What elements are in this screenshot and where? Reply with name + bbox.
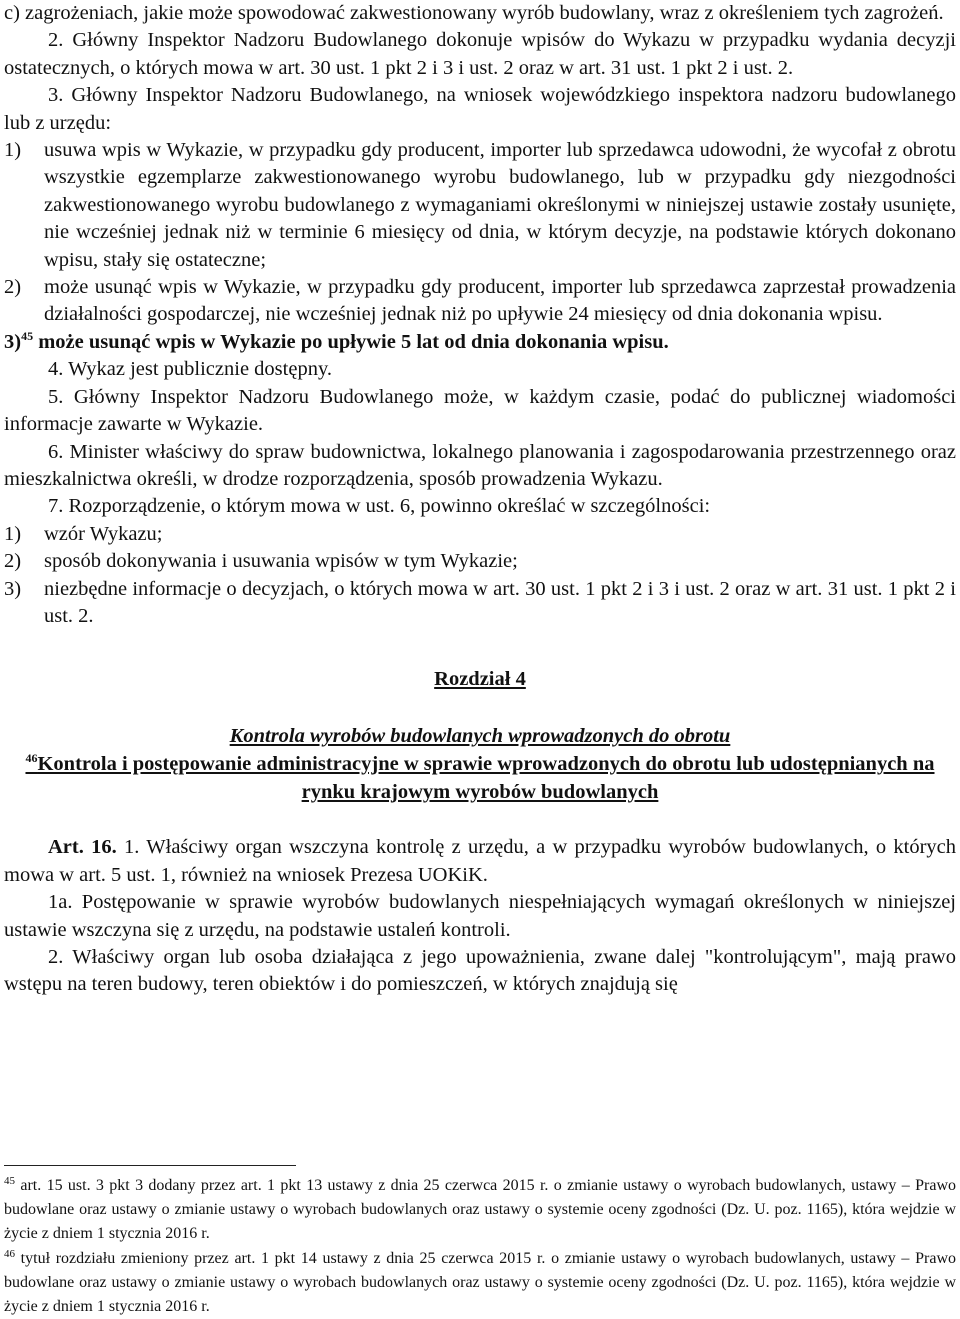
paragraph-6: 6. Minister właściwy do spraw budownictwa, lokalnego planowania i zagospodarowania przestrzennego oraz mieszkalnictwa określi, w drodze rozporządzenia, sposób prowadzenia Wykazu.	[4, 440, 956, 490]
article-label: Art. 16.	[48, 836, 117, 859]
list-item-text: sposób dokonywania i usuwania wpisów w tym Wykazie;	[44, 550, 518, 573]
list-item-number: 1)	[4, 139, 22, 162]
amended-item-text: może usunąć wpis w Wykazie po upływie 5 lat od dnia dokonania wpisu.	[33, 330, 669, 353]
amended-item-3	[4, 329, 956, 356]
list-item-text: niezbędne informacje o decyzjach, o których mowa w art. 30 ust. 1 pkt 2 i 3 i ust. 2 oraz w art. 31 ust. 1 pkt 2 i ust. 2.	[44, 577, 956, 627]
article-paragraph-text: 1. Właściwy organ wszczyna kontrolę z urzędu, a w przypadku wyrobów budowlanych, o których mowa w art. 5 ust. 1, również na wniosek Prezesa UOKiK.	[4, 836, 956, 886]
footnote-text: tytuł rozdziału zmieniony przez art. 1 pkt 14 ustawy z dnia 25 czerwca 2015 r. o zmianie ustawy o wyrobach budowlanych, ustawy – Prawo budowlane oraz ustawy o zmianie ustawy o wyrobach budowlanych oraz ustawy o systemie oceny zgodności (Dz. U. poz. 1165), która wejdzie w życie z dniem 1 stycznia 2016 r.	[4, 1249, 956, 1316]
paragraph-7: 7. Rozporządzenie, o którym mowa w ust. 6, powinno określać w szczególności:	[48, 495, 711, 518]
article-16-paragraph-2: 2. Właściwy organ lub osoba działająca z jego upoważnienia, zwane dalej "kontrolującym", mają prawo wstępu na teren budowy, teren obiektów i do pomieszczeń, w których znajdują się	[4, 945, 956, 996]
footnote-ref-46[interactable]: 46	[25, 751, 38, 766]
footnote-number: 46	[4, 1247, 15, 1260]
list-item	[4, 576, 956, 631]
paragraph-3: 3. Główny Inspektor Nadzoru Budowlanego, na wniosek wojewódzkiego inspektora nadzoru budowlanego lub z urzędu:	[4, 84, 956, 134]
list-item-text: usuwa wpis w Wykazie, w przypadku gdy producent, importer lub sprzedawca udowodni, że wycofał z obrotu wszystkie egzemplarze zakwestionowanego wyrobu budowlanego, lub w przypadku gdy niezgodności zakwestionowanego wyrobu budowlanego z wymaganiami określonymi w niniejszej ustawie zostały usunięte, nie wcześniej jednak niż w terminie 6 miesięcy od dnia, w którym decyzje, na podstawie których dokonano wpisu, stały się ostateczne;	[44, 139, 956, 271]
list-item-number: 2)	[4, 550, 22, 573]
footnote-number: 45	[4, 1175, 15, 1187]
amended-item-number: 3)	[4, 330, 22, 353]
footnote-45	[4, 1174, 956, 1247]
chapter-title: Rozdział 4	[434, 668, 526, 691]
list-item-text: może usunąć wpis w Wykazie, w przypadku gdy producent, importer lub sprzedawca zaprzestał prowadzenia działalności gospodarczej, nie wcześniej jednak niż po upływie 24 miesięcy od dnia dokonania wpisu.	[44, 276, 956, 326]
footnotes	[4, 1174, 956, 1319]
footnote-text: art. 15 ust. 3 pkt 3 dodany przez art. 1 pkt 13 ustawy z dnia 25 czerwca 2015 r. o zmianie ustawy o wyrobach budowlanych, ustawy – Prawo budowlane oraz ustawy o zmianie ustawy o wyrobach budowlanych oraz ustawy o systemie oceny zgodności (Dz. U. poz. 1165), która wejdzie w życie z dniem 1 stycznia 2016 r.	[4, 1177, 956, 1243]
chapter-subtitle-amended-text: Kontrola i postępowanie administracyjne w sprawie wprowadzonych do obrotu lub udostępnianych na rynku krajowym wyrobów budowlanych	[37, 753, 935, 804]
paragraph-2: 2. Główny Inspektor Nadzoru Budowlanego dokonuje wpisów do Wykazu w przypadku wydania decyzji ostatecznych, o których mowa w art. 30 ust. 1 pkt 2 i 3 i ust. 2 oraz w art. 31 ust. 1 pkt 2 i ust. 2.	[4, 29, 956, 79]
footnote-ref-45[interactable]: 45	[21, 328, 34, 343]
list-item	[4, 548, 956, 575]
list-item	[4, 521, 956, 548]
article-16-paragraph-1a: 1a. Postępowanie w sprawie wyrobów budowlanych niespełniających wymagań określonych w niniejszej ustawie wszczyna się z urzędu, na podstawie ustaleń kontroli.	[4, 891, 956, 941]
list-item-text: wzór Wykazu;	[44, 522, 163, 545]
chapter-subtitle: Kontrola wyrobów budowlanych wprowadzonych do obrotu	[229, 725, 731, 748]
list-item-number: 1)	[4, 522, 22, 545]
footnote-46	[4, 1247, 956, 1319]
list-item-number: 3)	[4, 577, 22, 600]
paragraph-4: 4. Wykaz jest publicznie dostępny.	[48, 358, 332, 381]
list-item	[4, 274, 956, 329]
paragraph-5: 5. Główny Inspektor Nadzoru Budowlanego może, w każdym czasie, podać do publicznej wiadomości informacje zawarte w Wykazie.	[4, 385, 956, 436]
chapter-subtitle-amended	[4, 750, 956, 806]
list-item	[4, 137, 956, 274]
list-item-number: 2)	[4, 276, 22, 299]
article-16-paragraph-1	[4, 834, 956, 889]
paragraph-c: c) zagrożeniach, jakie może spowodować zakwestionowany wyrób budowlany, wraz z określeniem tych zagrożeń.	[4, 2, 944, 24]
footnote-separator	[4, 1165, 296, 1166]
